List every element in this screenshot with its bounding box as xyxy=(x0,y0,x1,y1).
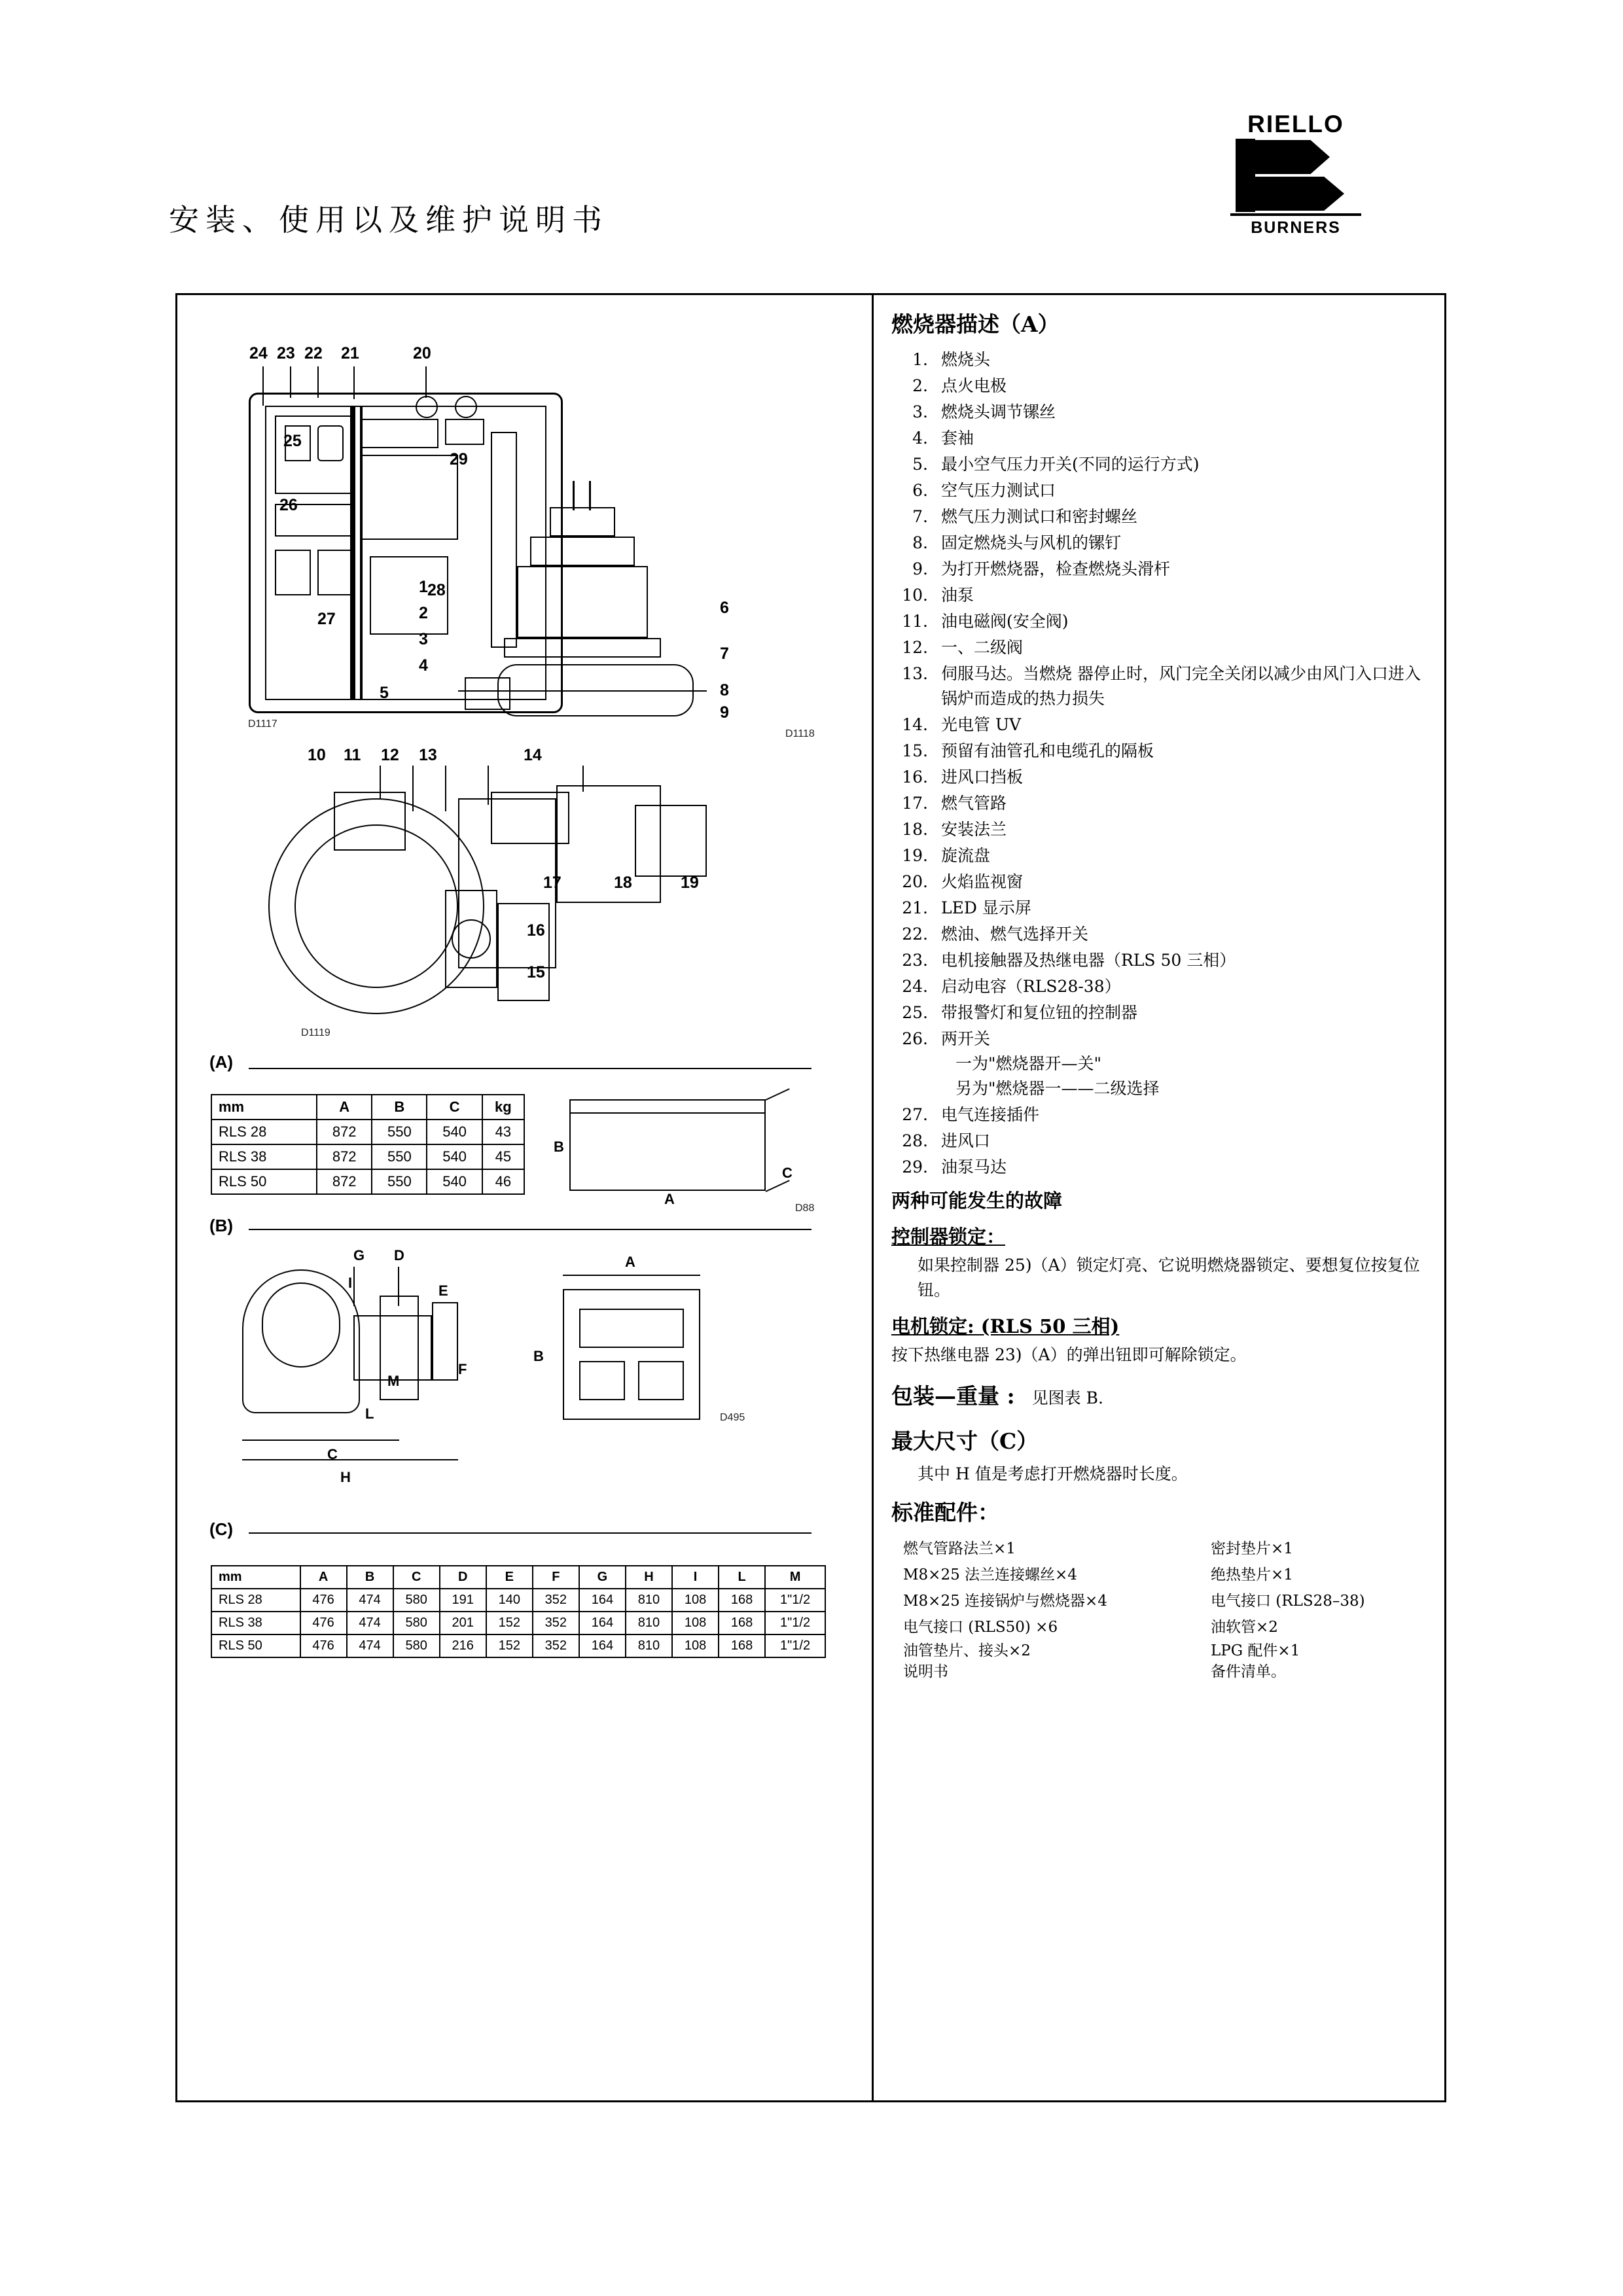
table-c-cell: 580 xyxy=(393,1634,440,1657)
list-item-number: 8. xyxy=(912,533,928,552)
callout-2: 2 xyxy=(419,604,428,622)
packing-row xyxy=(891,1379,1435,1410)
list-item xyxy=(891,739,1435,764)
motor-lockout-text: 按下热继电器 23)（A）的弹出钮即可解除锁定。 xyxy=(891,1345,1247,1364)
callout-6: 6 xyxy=(720,599,729,617)
list-item xyxy=(891,662,1435,711)
table-c-header: F xyxy=(533,1566,579,1589)
list-item-number: 25. xyxy=(902,1003,928,1022)
callout-15: 15 xyxy=(527,963,545,981)
callout-19: 19 xyxy=(681,874,699,892)
table-b-header-3: C xyxy=(427,1095,482,1120)
callout-21: 21 xyxy=(341,344,359,362)
table-c-header: I xyxy=(672,1566,719,1589)
description-column xyxy=(891,308,1435,1682)
table-row xyxy=(211,1612,825,1634)
callout-22: 22 xyxy=(304,344,323,362)
list-item xyxy=(891,817,1435,842)
table-b-cell: 540 xyxy=(427,1169,482,1194)
callout-4: 4 xyxy=(419,656,428,675)
list-item-number: 10. xyxy=(902,586,928,605)
list-item-number: 28. xyxy=(902,1131,928,1150)
accessories-column-left xyxy=(903,1536,1211,1682)
packing-note: 见图表 B. xyxy=(1031,1388,1103,1407)
callout-5: 5 xyxy=(380,684,389,702)
figure-c-dimension-drawing xyxy=(223,1243,812,1518)
list-item xyxy=(891,870,1435,894)
list-item xyxy=(891,948,1435,973)
table-b-cell: 550 xyxy=(372,1169,427,1194)
table-row xyxy=(211,1095,524,1120)
list-item-label: 光电管 UV xyxy=(941,715,1022,734)
list-item-label: 点火电极 xyxy=(941,376,1007,395)
list-item xyxy=(891,635,1435,660)
list-item-number: 13. xyxy=(902,664,928,683)
dimension-label-h: H xyxy=(340,1469,351,1485)
table-b-cell: 550 xyxy=(372,1120,427,1144)
table-c-cell: 352 xyxy=(533,1589,579,1612)
dimension-label-a: A xyxy=(664,1191,675,1207)
accessory-item: 燃气管路法兰×1 xyxy=(903,1540,1016,1557)
list-item-number: 16. xyxy=(902,768,928,786)
callout-1: 1 xyxy=(419,578,428,596)
table-c-cell: 352 xyxy=(533,1634,579,1657)
list-item-number: 22. xyxy=(902,925,928,944)
callout-29: 29 xyxy=(450,450,468,468)
callout-28: 28 xyxy=(427,581,446,599)
table-b-cell: 872 xyxy=(317,1120,372,1144)
motor-lockout-heading: 电机锁定: (RLS 50 三相) xyxy=(891,1315,1120,1337)
table-c-cell: 810 xyxy=(626,1612,672,1634)
list-item xyxy=(891,1155,1435,1180)
list-item-number: 20. xyxy=(902,872,928,891)
figure-label-c: (C) xyxy=(209,1519,234,1539)
list-item-label: 预留有油管孔和电缆孔的隔板 xyxy=(941,741,1154,760)
list-item-label: 一、二级阀 xyxy=(941,638,1024,657)
callout-25: 25 xyxy=(283,432,302,450)
figure-label-b: (B) xyxy=(209,1216,234,1235)
table-row xyxy=(211,1566,825,1589)
figures-column xyxy=(183,301,867,2094)
burner-parts-list xyxy=(891,347,1435,1180)
dimension-label-c: C xyxy=(782,1165,793,1181)
drawing-code-d1119: D1119 xyxy=(301,1027,330,1038)
callout-18: 18 xyxy=(614,874,632,892)
accessory-item: 油软管×2 xyxy=(1211,1619,1278,1636)
list-item xyxy=(891,478,1435,503)
dimension-label-l: L xyxy=(365,1405,374,1422)
list-item-number: 4. xyxy=(912,429,928,448)
list-item-label: 旋流盘 xyxy=(941,846,991,865)
list-item-number: 24. xyxy=(902,977,928,996)
table-c-cell: 216 xyxy=(440,1634,486,1657)
table-c-cell: 108 xyxy=(672,1589,719,1612)
table-c-header: mm xyxy=(211,1566,300,1589)
table-c-cell: RLS 28 xyxy=(211,1589,300,1612)
table-b-cell: RLS 28 xyxy=(211,1120,317,1144)
table-b-dimensions xyxy=(211,1094,525,1195)
table-c-cell: 152 xyxy=(486,1634,533,1657)
list-item-label: 安装法兰 xyxy=(941,820,1007,839)
packing-heading: 包装—重量 : xyxy=(891,1383,1015,1409)
figure-a-burner-drawing xyxy=(229,746,818,1067)
table-c-header: C xyxy=(393,1566,440,1589)
column-divider xyxy=(872,293,874,2102)
list-item-number: 17. xyxy=(902,794,928,813)
table-c-cell: 164 xyxy=(579,1612,626,1634)
list-item-label: 燃烧头 xyxy=(941,350,991,369)
table-c-dimensions xyxy=(211,1565,826,1658)
drawing-code-d1117: D1117 xyxy=(248,718,277,730)
table-c-cell: 168 xyxy=(719,1589,765,1612)
drawing-code-d1118: D1118 xyxy=(785,728,815,739)
table-c-cell: 810 xyxy=(626,1634,672,1657)
accessory-item: M8×25 连接锅炉与燃烧器×4 xyxy=(903,1593,1107,1610)
list-item-label: 伺服马达。当燃烧 器停止时，风门完全关闭以减少由风门入口进入锅炉而造成的热力损失 xyxy=(941,664,1421,708)
list-item-label: 燃油、燃气选择开关 xyxy=(941,925,1089,944)
table-row xyxy=(211,1634,825,1657)
list-item xyxy=(891,400,1435,425)
dimension-label-e: E xyxy=(438,1282,448,1299)
lockout-heading: 控制器锁定： xyxy=(891,1226,1006,1248)
list-item-number: 9. xyxy=(912,559,928,578)
list-item-number: 18. xyxy=(902,820,928,839)
callout-11: 11 xyxy=(344,746,361,764)
table-b-cell: 45 xyxy=(482,1144,524,1169)
table-b-header-1: A xyxy=(317,1095,372,1120)
table-c-cell: 140 xyxy=(486,1589,533,1612)
list-item-label: 火焰监视窗 xyxy=(941,872,1024,891)
list-item-number: 14. xyxy=(902,715,928,734)
accessory-item: 电气接口 (RLS28–38) xyxy=(1211,1593,1365,1610)
table-c-header: G xyxy=(579,1566,626,1589)
max-dimension-text: 其中 H 值是考虑打开燃烧器时长度。 xyxy=(918,1464,1188,1483)
callout-23: 23 xyxy=(277,344,295,362)
table-b-cell: RLS 38 xyxy=(211,1144,317,1169)
list-item-number: 7. xyxy=(912,507,928,526)
table-b-cell: 540 xyxy=(427,1144,482,1169)
table-c-cell: 1"1/2 xyxy=(765,1634,825,1657)
table-b-header-4: kg xyxy=(482,1095,524,1120)
accessory-item: 密封垫片×1 xyxy=(1211,1540,1293,1557)
table-c-cell: 152 xyxy=(486,1612,533,1634)
drawing-code-d88: D88 xyxy=(795,1203,815,1214)
list-item-label: 油电磁阀(安全阀) xyxy=(941,612,1069,631)
fault-heading: 两种可能发生的故障 xyxy=(891,1190,1063,1212)
table-b-header-2: B xyxy=(372,1095,427,1120)
accessory-item: LPG 配件×1 xyxy=(1211,1642,1300,1659)
callout-13: 13 xyxy=(419,746,437,764)
table-c-header: E xyxy=(486,1566,533,1589)
dimension-label-a2: A xyxy=(625,1254,635,1270)
callout-26: 26 xyxy=(279,496,298,514)
table-c-cell: 476 xyxy=(300,1634,347,1657)
list-item-sub-label: 一为"燃烧器开—关" xyxy=(955,1054,1101,1073)
table-row xyxy=(211,1120,524,1144)
list-item-number: 3. xyxy=(912,402,928,421)
lockout-text: 如果控制器 25)（A）锁定灯亮、它说明燃烧器锁定、要想复位按复位钮。 xyxy=(918,1256,1420,1299)
callout-14: 14 xyxy=(524,746,542,764)
accessory-item: M8×25 法兰连接螺丝×4 xyxy=(903,1566,1077,1583)
drawing-code-d495: D495 xyxy=(720,1412,745,1423)
dimension-label-b: B xyxy=(554,1139,564,1155)
dimension-label-g: G xyxy=(353,1247,365,1263)
list-item xyxy=(891,426,1435,451)
table-c-header: D xyxy=(440,1566,486,1589)
section-title-burner-description: 燃烧器描述（A） xyxy=(891,311,1060,337)
accessory-item: 电气接口 (RLS50) ×6 xyxy=(903,1619,1058,1636)
list-item xyxy=(891,843,1435,868)
page-title: 安装、使用以及维护说明书 xyxy=(169,202,609,238)
list-item-number: 6. xyxy=(912,481,928,500)
dimension-label-d: D xyxy=(394,1247,404,1263)
list-item-label: 电气连接插件 xyxy=(941,1105,1040,1124)
list-item-label: 燃气管路 xyxy=(941,794,1007,813)
figure-label-a: (A) xyxy=(209,1052,234,1072)
table-b-cell: 540 xyxy=(427,1120,482,1144)
figure-b-package-drawing xyxy=(550,1086,825,1217)
list-item xyxy=(891,531,1435,556)
callout-8: 8 xyxy=(720,681,729,699)
list-item-number: 26. xyxy=(902,1029,928,1048)
table-c-cell: 474 xyxy=(347,1589,393,1612)
list-item xyxy=(891,974,1435,999)
accessory-item: 备件清单。 xyxy=(1211,1663,1286,1680)
table-b-header-0: mm xyxy=(211,1095,317,1120)
table-b-cell: 872 xyxy=(317,1144,372,1169)
list-item xyxy=(891,1129,1435,1154)
list-item-label: 燃气压力测试口和密封螺丝 xyxy=(941,507,1138,526)
table-c-cell: 168 xyxy=(719,1634,765,1657)
list-item-number: 11. xyxy=(902,612,928,631)
table-c-cell: 474 xyxy=(347,1634,393,1657)
list-item-label: 启动电容（RLS28-38） xyxy=(941,977,1121,996)
dimension-label-c2: C xyxy=(327,1446,338,1462)
table-c-cell: 168 xyxy=(719,1612,765,1634)
table-c-cell: 108 xyxy=(672,1612,719,1634)
accessory-item: 油管垫片、接头×2 xyxy=(903,1642,1031,1659)
table-c-cell: 580 xyxy=(393,1589,440,1612)
list-item-label: 进风口挡板 xyxy=(941,768,1024,786)
table-c-cell: 476 xyxy=(300,1612,347,1634)
list-item xyxy=(891,557,1435,582)
dimension-label-i: I xyxy=(348,1275,353,1291)
list-item xyxy=(891,922,1435,947)
callout-27: 27 xyxy=(317,610,336,628)
list-item xyxy=(891,583,1435,608)
logo-mark-icon xyxy=(1230,139,1361,212)
list-item-label: 燃烧头调节镙丝 xyxy=(941,402,1056,421)
table-c-cell: 474 xyxy=(347,1612,393,1634)
list-item xyxy=(891,347,1435,372)
table-b-cell: 46 xyxy=(482,1169,524,1194)
accessories-column-right xyxy=(1211,1536,1440,1682)
dimension-label-b2: B xyxy=(533,1348,544,1364)
table-c-header: L xyxy=(719,1566,765,1589)
table-c-cell: RLS 38 xyxy=(211,1612,300,1634)
list-item-number: 19. xyxy=(902,846,928,865)
list-item-number: 27. xyxy=(902,1105,928,1124)
table-c-cell: 1"1/2 xyxy=(765,1612,825,1634)
callout-12: 12 xyxy=(381,746,399,764)
table-b-cell: 550 xyxy=(372,1144,427,1169)
list-item-label: 为打开燃烧器，检查燃烧头滑杆 xyxy=(941,559,1171,578)
list-item xyxy=(891,609,1435,634)
list-item-number: 12. xyxy=(902,638,928,657)
table-c-cell: 1"1/2 xyxy=(765,1589,825,1612)
dimension-label-f: F xyxy=(458,1361,467,1377)
list-item xyxy=(891,1103,1435,1127)
table-c-header: A xyxy=(300,1566,347,1589)
table-c-cell: RLS 50 xyxy=(211,1634,300,1657)
list-item-label: 油泵 xyxy=(941,586,974,605)
callout-24: 24 xyxy=(249,344,268,362)
accessory-item: 绝热垫片×1 xyxy=(1211,1566,1293,1583)
list-item xyxy=(891,504,1435,529)
list-item-number: 21. xyxy=(902,898,928,917)
table-c-cell: 201 xyxy=(440,1612,486,1634)
table-row xyxy=(211,1589,825,1612)
logo-brand-text: RIELLO xyxy=(1247,111,1344,137)
list-item xyxy=(891,374,1435,398)
list-item-label: 带报警灯和复位钮的控制器 xyxy=(941,1003,1138,1022)
list-item-label: 最小空气压力开关(不同的运行方式) xyxy=(941,455,1200,474)
list-item-label: 空气压力测试口 xyxy=(941,481,1056,500)
accessories-list xyxy=(891,1536,1435,1682)
accessories-heading: 标准配件： xyxy=(891,1500,999,1525)
list-item-sub-label: 另为"燃烧器一——二级选择 xyxy=(955,1079,1160,1098)
riello-logo xyxy=(1230,111,1361,242)
logo-sub-text: BURNERS xyxy=(1230,213,1361,238)
table-b-cell: RLS 50 xyxy=(211,1169,317,1194)
list-item-label: LED 显示屏 xyxy=(941,898,1031,917)
list-item xyxy=(891,1027,1435,1101)
list-item xyxy=(891,791,1435,816)
list-item-number: 1. xyxy=(912,350,928,369)
table-row xyxy=(211,1144,524,1169)
table-c-cell: 352 xyxy=(533,1612,579,1634)
max-dimension-heading: 最大尺寸（C） xyxy=(891,1428,1039,1454)
callout-20: 20 xyxy=(413,344,431,362)
list-item-label: 套袖 xyxy=(941,429,974,448)
callout-7: 7 xyxy=(720,645,729,663)
list-item xyxy=(891,713,1435,737)
list-item-number: 2. xyxy=(912,376,928,395)
callout-16: 16 xyxy=(527,921,545,940)
list-item-label: 进风口 xyxy=(941,1131,991,1150)
callout-17: 17 xyxy=(543,874,562,892)
table-b-cell: 43 xyxy=(482,1120,524,1144)
list-item-number: 23. xyxy=(902,951,928,970)
table-b-cell: 872 xyxy=(317,1169,372,1194)
list-item xyxy=(891,452,1435,477)
table-c-cell: 164 xyxy=(579,1634,626,1657)
list-item xyxy=(891,765,1435,790)
list-item-number: 15. xyxy=(902,741,928,760)
list-item-label: 两开关 xyxy=(941,1029,991,1048)
list-item-number: 5. xyxy=(912,455,928,474)
table-c-header: H xyxy=(626,1566,672,1589)
list-item-label: 固定燃烧头与风机的镙钉 xyxy=(941,533,1122,552)
callout-10: 10 xyxy=(308,746,326,764)
table-c-cell: 580 xyxy=(393,1612,440,1634)
table-c-cell: 476 xyxy=(300,1589,347,1612)
dimension-label-m: M xyxy=(387,1373,400,1389)
table-c-cell: 164 xyxy=(579,1589,626,1612)
callout-3: 3 xyxy=(419,630,428,648)
table-c-header: M xyxy=(765,1566,825,1589)
table-c-header: B xyxy=(347,1566,393,1589)
table-c-cell: 108 xyxy=(672,1634,719,1657)
list-item xyxy=(891,1000,1435,1025)
list-item-label: 油泵马达 xyxy=(941,1157,1007,1176)
table-c-cell: 810 xyxy=(626,1589,672,1612)
list-item-label: 电机接触器及热继电器（RLS 50 三相） xyxy=(941,951,1236,970)
callout-9: 9 xyxy=(720,703,729,722)
list-item xyxy=(891,896,1435,921)
accessory-item: 说明书 xyxy=(903,1663,948,1680)
table-row xyxy=(211,1169,524,1194)
table-c-cell: 191 xyxy=(440,1589,486,1612)
list-item-number: 29. xyxy=(902,1157,928,1176)
